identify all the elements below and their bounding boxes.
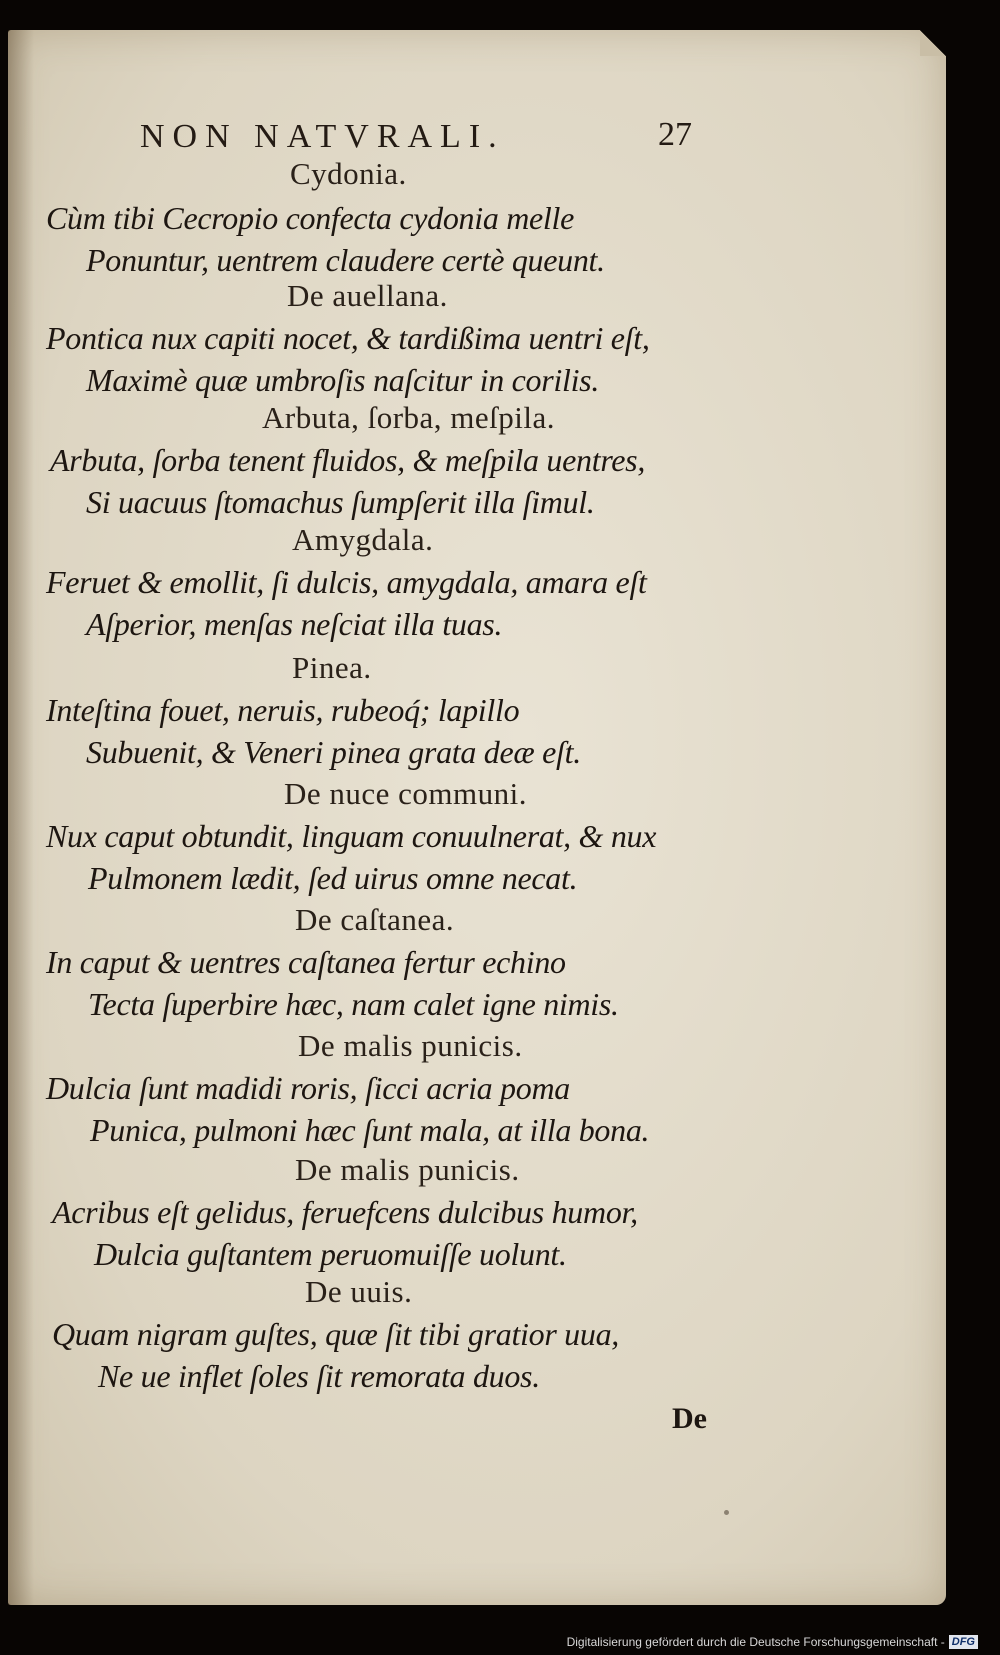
dfg-logo[interactable]: DFG	[949, 1635, 978, 1649]
section-heading: De nuce communi.	[284, 776, 528, 811]
paper-speck	[724, 1510, 729, 1515]
verse-line: Cùm tibi Cecropio confecta cydonia melle	[46, 200, 575, 236]
running-head: NON NATVRALI.	[140, 118, 505, 155]
catchword: De	[672, 1402, 707, 1435]
section-heading: Pinea.	[292, 650, 372, 685]
verse-line: Nux caput obtundit, linguam conuulnerat, & nux	[46, 818, 657, 854]
verse-line: Arbuta, ſorba tenent fluidos, & meſpila uentres,	[50, 442, 646, 478]
verse-line: Dulcia guſtantem peruomuiſſe uolunt.	[94, 1236, 567, 1272]
section-heading: Cydonia.	[290, 156, 407, 191]
section-heading: Arbuta, ſorba, meſpila.	[262, 400, 555, 435]
verse-line: Subuenit, & Veneri pinea grata deæ eſt.	[86, 734, 581, 770]
section-heading: De auellana.	[287, 278, 448, 313]
verse-line: Inteſtina fouet, neruis, rubeoq́; lapillo	[46, 692, 520, 728]
page-corner-fold	[920, 30, 946, 56]
verse-line: Pulmonem lædit, ſed uirus omne necat.	[88, 860, 578, 896]
verse-line: Tecta ſuperbire hæc, nam calet igne nimis.	[88, 986, 619, 1022]
verse-line: Acribus eſt gelidus, feruefcens dulcibus humor,	[52, 1194, 638, 1230]
verse-line: In caput & uentres caſtanea fertur echino	[46, 944, 566, 980]
credit-text: Digitalisierung gefördert durch die Deutsche Forschungsgemeinschaft -	[566, 1635, 945, 1649]
section-heading: De malis punicis.	[295, 1152, 520, 1187]
verse-line: Dulcia ſunt madidi roris, ſicci acria poma	[46, 1070, 570, 1106]
verse-line: Maximè quæ umbroſis naſcitur in corilis.	[86, 362, 600, 398]
section-heading: De caſtanea.	[295, 902, 455, 937]
section-heading: De uuis.	[305, 1274, 413, 1309]
verse-line: Si uacuus ſtomachus ſumpſerit illa ſimul.	[86, 484, 595, 520]
section-heading: Amygdala.	[292, 522, 434, 557]
verse-line: Feruet & emollit, ſi dulcis, amygdala, amara eſt	[46, 564, 647, 600]
verse-line: Aſperior, menſas neſciat illa tuas.	[86, 606, 503, 642]
section-heading: De malis punicis.	[298, 1028, 523, 1063]
verse-line: Ne ue inflet ſoles ſit remorata duos.	[98, 1358, 540, 1394]
verse-line: Punica, pulmoni hæc ſunt mala, at illa bona.	[90, 1112, 650, 1148]
digitization-credit	[567, 1634, 978, 1650]
verse-line: Pontica nux capiti nocet, & tardißima uentri eſt,	[46, 320, 650, 356]
page-number: 27	[658, 116, 692, 153]
verse-line: Ponuntur, uentrem claudere certè queunt.	[86, 242, 605, 278]
verse-line: Quam nigram guſtes, quæ ſit tibi gratior uua,	[52, 1316, 619, 1352]
